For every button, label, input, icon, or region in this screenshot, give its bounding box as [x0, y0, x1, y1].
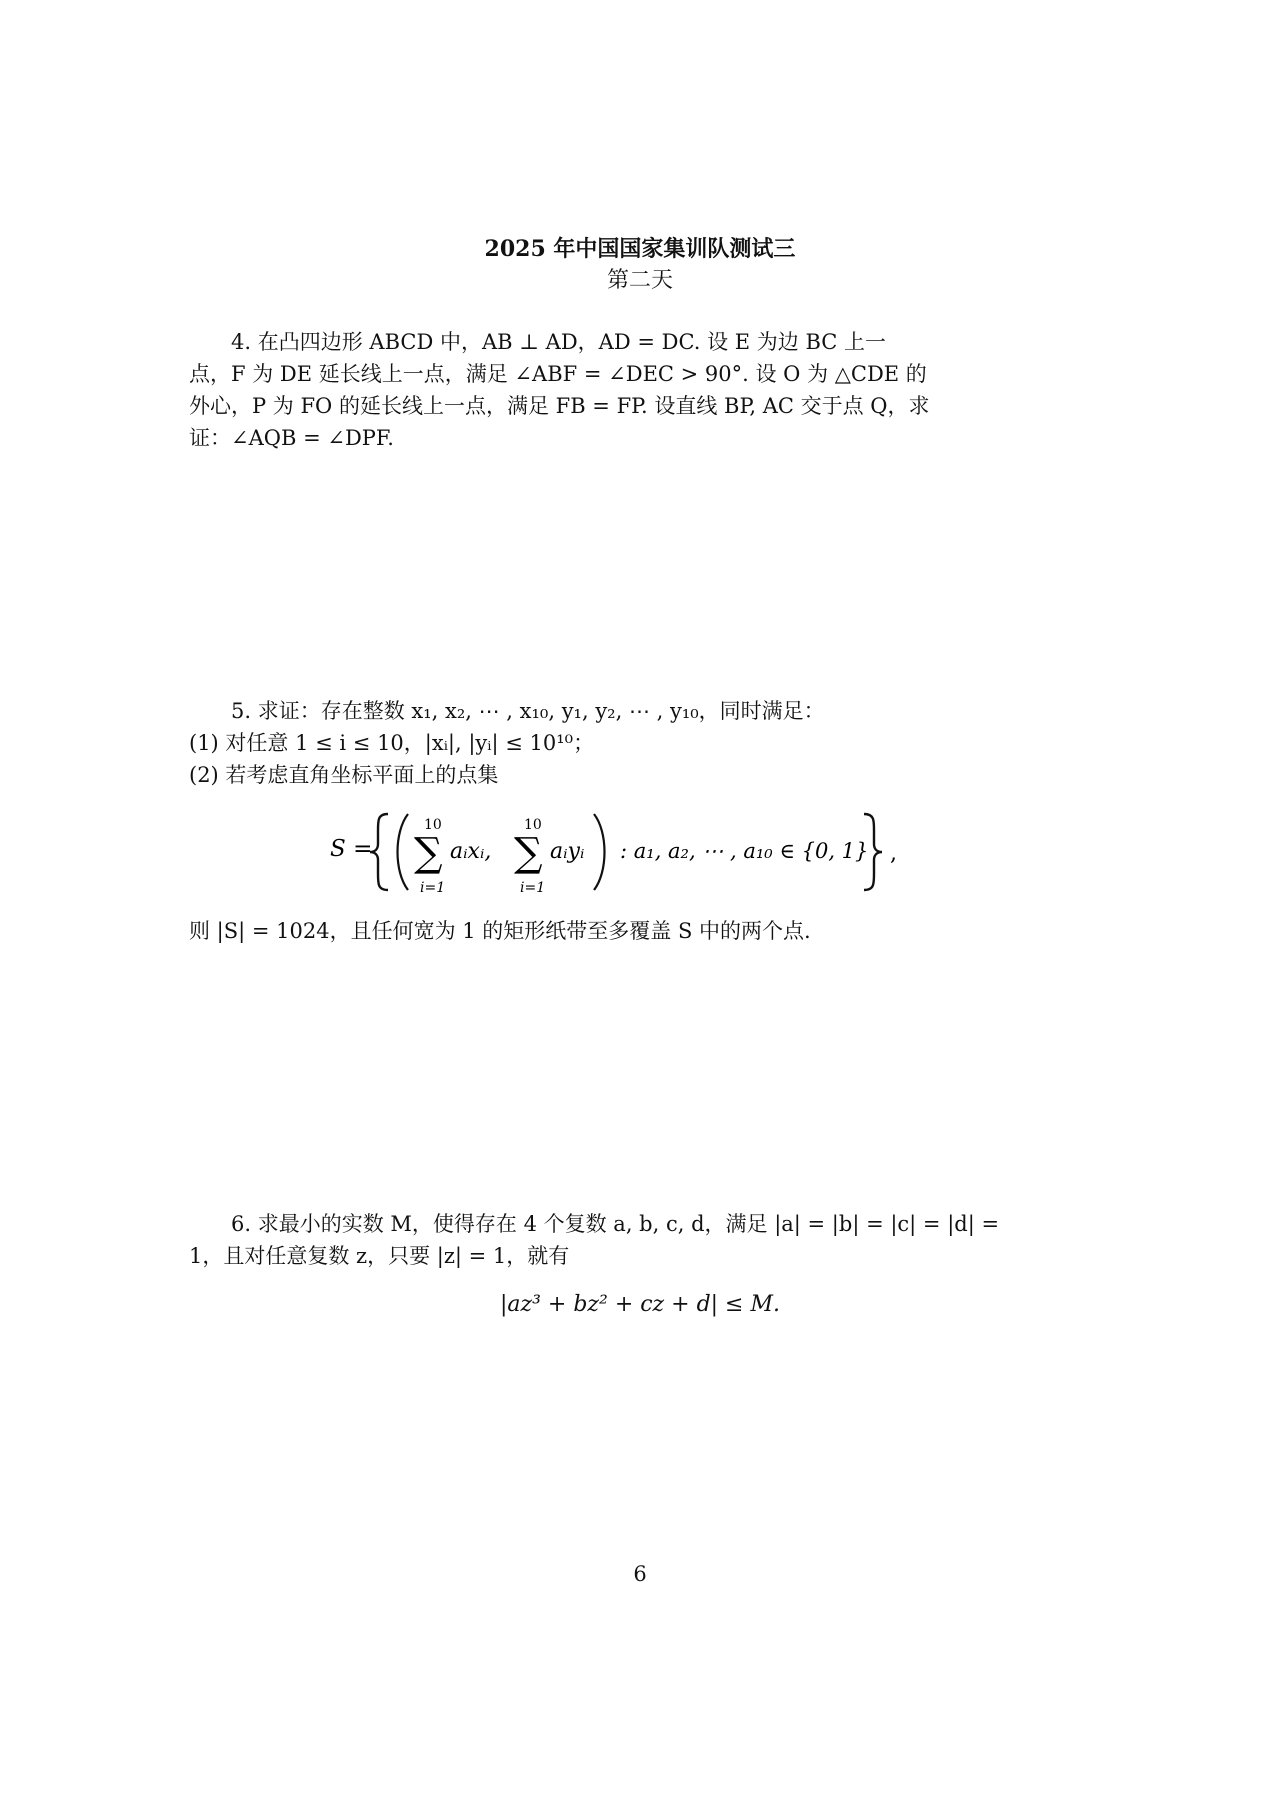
- problem-6: [189, 1208, 1055, 1272]
- formula-term-2: aᵢyᵢ: [550, 839, 585, 864]
- left-brace: [370, 814, 388, 890]
- problem-4-line-4: 证：∠AQB = ∠DPF.: [189, 426, 394, 450]
- problem-6-number: 6.: [231, 1212, 252, 1236]
- sum1-sigma: ∑: [414, 830, 443, 876]
- sum2-lower: i=1: [520, 880, 546, 896]
- problem-5-set-formula: [330, 800, 930, 900]
- problem-5-number: 5.: [231, 699, 252, 723]
- problem-4: [189, 326, 1055, 454]
- right-paren: [594, 814, 605, 890]
- page-subtitle: 第二天: [606, 268, 673, 293]
- page-number: 6: [633, 1562, 647, 1586]
- problem-4-line-1: [189, 326, 1055, 358]
- formula-condition: : a₁, a₂, ⋯ , a₁₀ ∈ {0, 1}: [620, 839, 869, 863]
- problem-5-line-1: [189, 695, 1055, 727]
- formula-trailing-comma: ,: [890, 841, 897, 866]
- problem-4-line-2: 点，F 为 DE 延长线上一点，满足 ∠ABF = ∠DEC > 90°. 设 O 为 △CDE 的: [189, 362, 927, 386]
- problem-5-conclusion: [189, 915, 1055, 947]
- problem-4-number: 4.: [231, 330, 252, 354]
- formula-lhs: S =: [330, 836, 373, 862]
- page-title: 2025 年中国国家集训队测试三: [484, 236, 796, 262]
- problem-5-line-3: (2) 若考虑直角坐标平面上的点集: [189, 763, 499, 787]
- problem-6-line-1: [189, 1208, 1055, 1240]
- problem-6-formula: |az³ + bz² + cz + d| ≤ M.: [499, 1292, 781, 1317]
- problem-5-text-1: 求证：存在整数 x₁, x₂, ⋯ , x₁₀, y₁, y₂, ⋯ , y₁₀，同时满足：: [257, 699, 825, 723]
- problem-5: [189, 695, 1055, 791]
- formula-term-1: aᵢxᵢ,: [450, 839, 492, 864]
- problem-4-line-3: 外心，P 为 FO 的延长线上一点，满足 FB = FP. 设直线 BP, AC 交于点 Q，求: [189, 394, 930, 418]
- sum1-upper: 10: [424, 817, 442, 833]
- problem-5-line-2: (1) 对任意 1 ≤ i ≤ 10，|xᵢ|, |yᵢ| ≤ 10¹⁰；: [189, 731, 595, 755]
- problem-5-after: 则 |S| = 1024，且任何宽为 1 的矩形纸带至多覆盖 S 中的两个点.: [189, 919, 811, 943]
- problem-6-line-2: 1，且对任意复数 z，只要 |z| = 1，就有: [189, 1244, 570, 1268]
- sum1-lower: i=1: [420, 880, 446, 896]
- problem-4-text-1: 在凸四边形 ABCD 中，AB ⊥ AD，AD = DC. 设 E 为边 BC 上一: [257, 330, 887, 354]
- sum2-upper: 10: [524, 817, 542, 833]
- left-paren: [398, 814, 409, 890]
- sum2-sigma: ∑: [514, 830, 543, 876]
- problem-6-text-1: 求最小的实数 M，使得存在 4 个复数 a, b, c, d，满足 |a| = |b| = |c| = |d| =: [257, 1212, 1000, 1236]
